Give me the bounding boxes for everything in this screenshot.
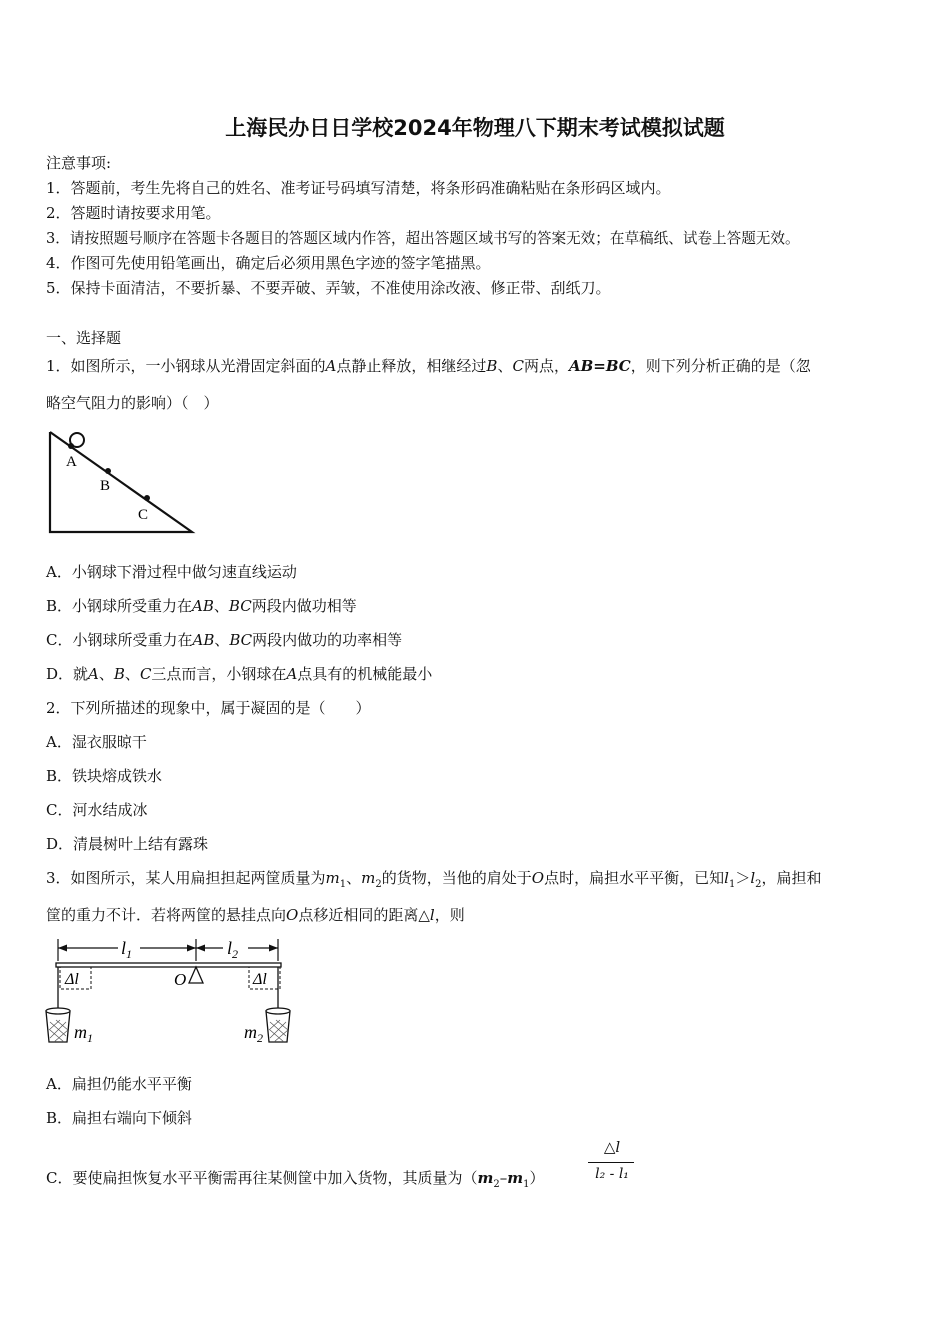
q1-option-a: A．小钢球下滑过程中做匀速直线运动 [46,563,297,581]
label-o: O [174,970,187,989]
q1-stem-line2: 略空气阻力的影响）（ ） [46,394,219,412]
fraction-bar [588,1162,634,1163]
label-delta-l-right: Δl [253,971,267,988]
fraction-denominator: l₂ - l₁ [595,1166,629,1182]
label-l2: $l_2$ [227,938,239,961]
label-l1: $l_1$ [121,938,133,961]
q2-option-c: C．河水结成冰 [46,801,148,819]
point-a [68,443,74,449]
fraction-numerator: △l [603,1138,621,1156]
shoulder-pole [56,963,281,967]
notice-item: 2．答题时请按要求用笔。 [46,204,221,222]
q3-stem: 3．如图所示，某人用扁担担起两筐质量为$m_1$、$m_2$的货物，当他的肩处于O点时，扁担水平平衡，已知$l_1>l_2$，扁担和 [46,869,822,890]
notice-item: 4．作图可先使用铅笔画出，确定后必须用黑色字迹的签字笔描黑。 [46,254,491,272]
fulcrum-o [189,967,203,983]
q3-stem-line2: 筐的重力不计．若将两筐的悬挂点向O点移近相同的距离△l，则 [46,906,465,924]
q2-option-a: A．湿衣服晾干 [46,733,147,751]
q3-option-a: A．扁担仍能水平平衡 [46,1075,192,1093]
notice-heading: 注意事项: [46,154,112,172]
q3-option-c: C．要使扁担恢复水平平衡需再往某侧筐中加入货物，其质量为$(m_2-m_1)$ [46,1169,545,1190]
notice-item: 1．答题前，考生先将自己的姓名、准考证号码填写清楚，将条形码准确粘贴在条形码区域内。 [46,179,671,197]
q3-shoulder-pole-figure [42,934,307,1049]
basket-right [266,1011,290,1042]
basket-left [46,1011,70,1042]
label-m2: $m_2$ [244,1022,263,1045]
label-a: A [66,454,77,470]
q1-option-c: C．小钢球所受重力在AB、BC两段内做功的功率相等 [46,631,403,649]
page-title: 上海民办日日学校2024年物理八下期末考试模拟试题 [225,116,725,140]
label-b: B [100,478,111,494]
notice-item: 3．请按照题号顺序在答题卡各题目的答题区域内作答，超出答题区域书写的答案无效；在草稿纸、试卷上答题无效。 [46,230,800,247]
point-b [105,468,111,474]
label-delta-l-left: Δl [65,971,79,988]
q2-option-d: D．清晨树叶上结有露珠 [46,835,209,853]
q1-incline-figure [44,428,199,538]
q2-option-b: B．铁块熔成铁水 [46,767,163,785]
q3-option-b: B．扁担右端向下倾斜 [46,1109,193,1127]
q1-option-b: B．小钢球所受重力在AB、BC两段内做功相等 [46,597,357,615]
point-c [144,495,150,501]
section-heading: 一、选择题 [46,329,122,347]
q1-stem: 1．如图所示，一小钢球从光滑固定斜面的A点静止释放，相继经过B、C两点，AB=BC，则下列分析正确的是（忽 [46,357,811,375]
label-c: C [138,507,149,523]
notice-item: 5．保持卡面清洁，不要折暴、不要弄破、弄皱，不准使用涂改液、修正带、刮纸刀。 [46,279,611,297]
label-m1: $m_1$ [74,1022,93,1045]
q2-stem: 2．下列所描述的现象中，属于凝固的是（ ） [46,699,371,717]
q1-option-d: D．就A、B、C三点而言，小钢球在A点具有的机械能最小 [46,665,433,683]
